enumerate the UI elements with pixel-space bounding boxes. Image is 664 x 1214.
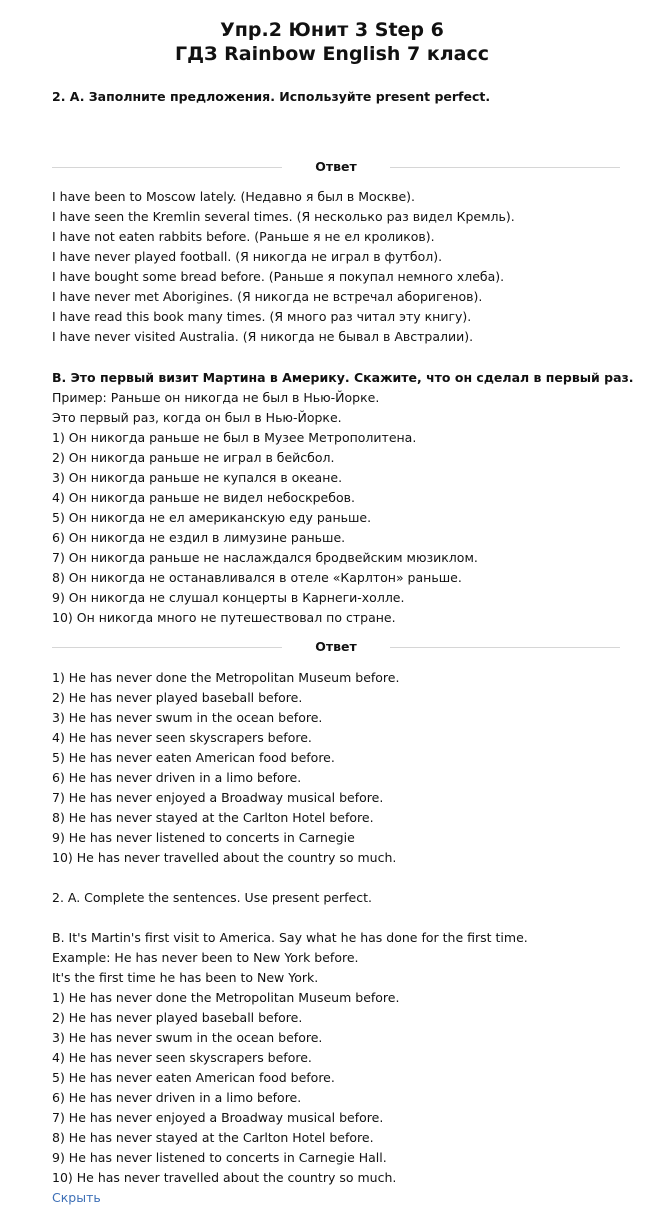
answer-b-line: 8) He has never stayed at the Carlton Hotel before. [52, 810, 374, 825]
answer-a-line: I have read this book many times. (Я много раз читал эту книгу). [52, 309, 472, 324]
original-task-b-line: 1) He has never done the Metropolitan Museum before. [52, 990, 400, 1005]
answer-a-line: I have never met Aborigines. (Я никогда не встречал аборигенов). [52, 289, 483, 304]
answer-a-line: I have seen the Kremlin several times. (Я несколько раз видел Кремль). [52, 209, 515, 224]
task-b-block [52, 368, 652, 628]
answer-divider-1 [52, 160, 620, 174]
original-task-b-line: 3) He has never swum in the ocean before. [52, 1030, 323, 1045]
task-b-line: 9) Он никогда не слушал концерты в Карнеги-холле. [52, 590, 405, 605]
answer-b-line: 5) He has never eaten American food before. [52, 750, 335, 765]
original-task-b-line: 9) He has never listened to concerts in Carnegie Hall. [52, 1150, 387, 1165]
original-task-b-line: 8) He has never stayed at the Carlton Hotel before. [52, 1130, 374, 1145]
title-line-1: Упр.2 Юнит 3 Step 6 [220, 19, 444, 41]
answer-b-line: 10) He has never travelled about the country so much. [52, 850, 397, 865]
original-task-b-line: B. It's Martin's first visit to America. Say what he has done for the first time. [52, 930, 528, 945]
original-task-b-line: 2) He has never played baseball before. [52, 1010, 303, 1025]
answer-a-line: I have never played football. (Я никогда не играл в футбол). [52, 249, 443, 264]
task-b-line: 7) Он никогда раньше не наслаждался бродвейским мюзиклом. [52, 550, 478, 565]
original-task-b-line: Example: He has never been to New York before. [52, 950, 359, 965]
original-task-b-line: 4) He has never seen skyscrapers before. [52, 1050, 312, 1065]
answer-a-block [52, 187, 652, 347]
answer-divider-2 [52, 640, 620, 654]
answer-b-line: 4) He has never seen skyscrapers before. [52, 730, 312, 745]
answer-a-line: I have never visited Australia. (Я никогда не бывал в Австралии). [52, 329, 474, 344]
task-b-line: 6) Он никогда не ездил в лимузине раньше. [52, 530, 346, 545]
title-line-2: ГДЗ Rainbow English 7 класс [174, 43, 490, 65]
task-b-line: 8) Он никогда не останавливался в отеле «Карлтон» раньше. [52, 570, 462, 585]
original-task-a [52, 888, 652, 908]
answer-b-block [52, 668, 652, 868]
task-b-heading: B. Это первый визит Мартина в Америку. Скажите, что он сделал в первый раз. [52, 370, 634, 385]
original-task-b-block [52, 928, 652, 1208]
answer-b-line: 2) He has never played baseball before. [52, 690, 303, 705]
answer-a-line: I have bought some bread before. (Раньше я покупал немного хлеба). [52, 269, 505, 284]
task-b-line: 3) Он никогда раньше не купался в океане. [52, 470, 343, 485]
task-b-line: 4) Он никогда раньше не видел небоскребов. [52, 490, 355, 505]
answer-a-line: I have been to Moscow lately. (Недавно я был в Москве). [52, 189, 416, 204]
task-b-line: 2) Он никогда раньше не играл в бейсбол. [52, 450, 335, 465]
divider-line-right [390, 647, 620, 648]
original-task-a-line: 2. A. Complete the sentences. Use present perfect. [52, 890, 372, 905]
original-task-b-line: It's the first time he has been to New York. [52, 970, 319, 985]
task-b-line: Пример: Раньше он никогда не был в Нью-Йорке. [52, 390, 380, 405]
divider-line-right [390, 167, 620, 168]
answer-b-line: 6) He has never driven in a limo before. [52, 770, 302, 785]
answer-b-line: 9) He has never listened to concerts in Carnegie [52, 830, 355, 845]
original-task-b-line: 5) He has never eaten American food before. [52, 1070, 335, 1085]
task-a-heading: 2. A. Заполните предложения. Используйте present perfect. [52, 89, 491, 104]
hide-link[interactable]: Скрыть [52, 1190, 101, 1205]
task-b-line: 5) Он никогда не ел американскую еду раньше. [52, 510, 372, 525]
original-task-b-line: 7) He has never enjoyed a Broadway musical before. [52, 1110, 384, 1125]
answer-b-line: 3) He has never swum in the ocean before. [52, 710, 323, 725]
original-task-b-line: 10) He has never travelled about the country so much. [52, 1170, 397, 1185]
hide-link-row [52, 1188, 652, 1208]
answer-label-1: Ответ [315, 159, 357, 174]
answer-label-2: Ответ [315, 639, 357, 654]
answer-b-line: 7) He has never enjoyed a Broadway musical before. [52, 790, 384, 805]
original-task-b-line: 6) He has never driven in a limo before. [52, 1090, 302, 1105]
task-b-line: Это первый раз, когда он был в Нью-Йорке. [52, 410, 342, 425]
page-title [0, 18, 664, 66]
task-b-line: 10) Он никогда много не путешествовал по стране. [52, 610, 396, 625]
answer-b-line: 1) He has never done the Metropolitan Museum before. [52, 670, 400, 685]
task-b-line: 1) Он никогда раньше не был в Музее Метрополитена. [52, 430, 417, 445]
answer-a-line: I have not eaten rabbits before. (Раньше я не ел кроликов). [52, 229, 435, 244]
